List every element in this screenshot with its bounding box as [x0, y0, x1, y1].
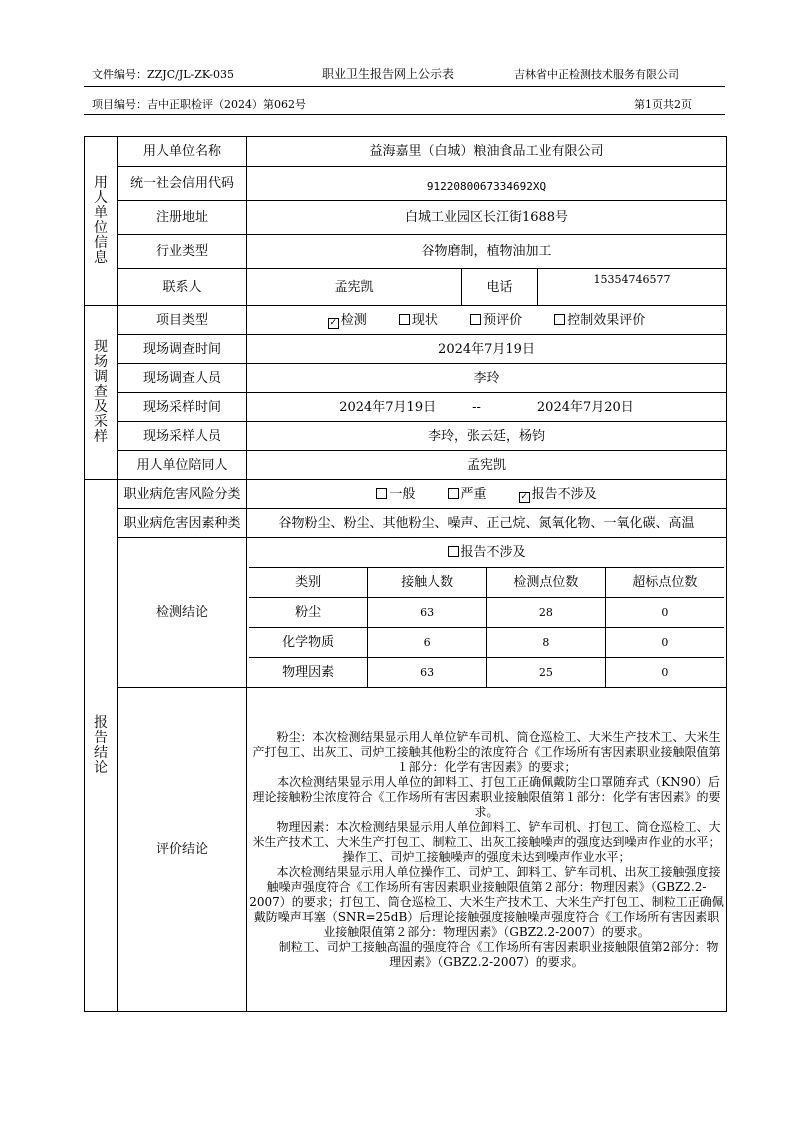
- company-name: 吉林省中正检测技术服务有限公司: [514, 68, 679, 81]
- survey-time-label: 现场调查时间: [118, 335, 247, 364]
- project-type-label: 项目类型: [118, 306, 247, 335]
- survey-time: 2024年7月19日: [247, 335, 727, 364]
- section-report-conclusion: 报 告 结 论: [85, 480, 118, 1012]
- contact-person: 孟宪凯: [247, 269, 462, 306]
- detection-table: [249, 538, 724, 687]
- checkbox-checked-icon[interactable]: ✓: [329, 317, 338, 328]
- table-row: 粉尘 63 28 0: [249, 598, 724, 628]
- conclusion-paragraph: 本次检测结果显示用人单位操作工、司炉工、卸料工、铲车司机、出灰工接触强度接触噪声强度符合《工作场所有害因素职业接触限值第２部分：物理因素》（GBZ2.2-2007）的要求；打包工、筒仓巡检工、大米生产技术工、大米生产打包工、制粒工正确佩戴防噪声耳塞（SNR=25dB）后理论接触强度接触噪声强度符合《工作场所有害因素职业接触限值第２部分：物理因素》（GBZ2.2-2007）的要求。: [249, 864, 724, 939]
- conclusion-paragraph: 物理因素：本次检测结果显示用人单位卸料工、铲车司机、打包工、筒仓巡检工、大米生产技术工、大米生产打包工、制粒工、出灰工接触噪声的强度达到噪声作业的水平；操作工、司炉工接触噪声的强度未达到噪声作业水平；: [252, 819, 721, 864]
- detection-table-header: [249, 568, 724, 598]
- checkbox-checked-icon[interactable]: ✓: [520, 491, 528, 502]
- escort-person: 孟宪凯: [247, 451, 727, 480]
- credit-code-label: 统一社会信用代码: [118, 167, 247, 201]
- conclusion-paragraph: 本次检测结果显示用人单位的卸料工、打包工正确佩戴防尘口罩随弃式（KN90）后理论接触粉尘浓度符合《工作场所有害因素职业接触限值第１部分：化学有害因素》的要求。: [252, 774, 721, 819]
- risk-class-options: [247, 480, 727, 509]
- option-not-involved[interactable]: ✓ 报告不涉及: [520, 486, 597, 502]
- sampling-end: 2024年7月20日: [536, 399, 634, 415]
- conclusion-paragraph: 粉尘：本次检测结果显示用人单位铲车司机、筒仓巡检工、大米生产技术工、大米生产打包工、出灰工、司炉工接触其他粉尘的浓度符合《工作场所有害因素职业接触限值第１部分：化学有害因素》的要求；: [252, 729, 721, 774]
- registered-address: 白城工业园区长江街1688号: [247, 201, 727, 235]
- address-label: 注册地址: [118, 201, 247, 235]
- evaluation-conclusion-label: 评价结论: [118, 688, 247, 1012]
- page-title: 职业卫生报告网上公示表: [322, 67, 455, 81]
- page-number: 第1页共2页: [634, 98, 692, 111]
- employer-name: 益海嘉里（白城）粮油食品工业有限公司: [247, 137, 727, 167]
- sampling-separator: --: [472, 399, 481, 415]
- column-header: 类别: [249, 568, 368, 598]
- option-pre-evaluation[interactable]: 预评价: [470, 313, 522, 328]
- option-general[interactable]: 一般: [376, 487, 415, 502]
- not-involved-option[interactable]: 报告不涉及: [249, 538, 724, 568]
- escort-label: 用人单位陪同人: [118, 451, 247, 480]
- hazard-factors: 谷物粉尘、粉尘、其他粉尘、噪声、正己烷、氮氧化物、一氧化碳、高温: [247, 509, 727, 538]
- surveyor-label: 现场调查人员: [118, 364, 247, 393]
- option-serious[interactable]: 严重: [448, 487, 487, 502]
- samplers: 李玲，张云廷，杨钧: [247, 422, 727, 451]
- conclusion-paragraph: 制粒工、司炉工接触高温的强度符合《工作场所有害因素职业接触限值第2部分：物理因素》（GBZ2.2-2007）的要求。: [278, 939, 719, 969]
- header-divider-2: [84, 114, 725, 115]
- option-detection[interactable]: ✓ 检测: [329, 312, 367, 328]
- section-employer-info: 用 人 单 位 信 息: [85, 137, 118, 306]
- table-row: 物理因素 63 25 0: [249, 658, 724, 688]
- section-survey-sampling: 现 场 调 查 及 采 样: [85, 306, 118, 480]
- checkbox-icon[interactable]: [448, 488, 459, 499]
- phone-label: 电话: [462, 269, 538, 306]
- risk-class-label: 职业病危害风险分类: [118, 480, 247, 509]
- checkbox-icon[interactable]: [554, 314, 565, 325]
- hazard-factors-label: 职业病危害因素种类: [118, 509, 247, 538]
- detection-conclusion-label: 检测结论: [118, 538, 247, 688]
- industry-label: 行业类型: [118, 235, 247, 269]
- table-row: 化学物质 6 8 0: [249, 628, 724, 658]
- checkbox-icon[interactable]: [376, 488, 387, 499]
- checkbox-icon[interactable]: [448, 546, 459, 557]
- column-header: 超标点位数: [605, 568, 724, 598]
- project-number: 项目编号：吉中正职检评（2024）第062号: [92, 98, 306, 111]
- detection-table-cell: [247, 538, 727, 688]
- checkbox-icon[interactable]: [470, 314, 481, 325]
- sampler-label: 现场采样人员: [118, 422, 247, 451]
- header-divider: [84, 86, 725, 87]
- checkbox-icon[interactable]: [399, 314, 410, 325]
- credit-code: 9122080067334692XQ: [247, 167, 727, 201]
- report-table: [84, 136, 727, 1012]
- employer-name-label: 用人单位名称: [118, 137, 247, 167]
- industry-type: 谷物磨制，植物油加工: [247, 235, 727, 269]
- sampling-time-label: 现场采样时间: [118, 393, 247, 422]
- document-number: 文件编号：ZZJC/JL-ZK-035: [92, 68, 235, 81]
- column-header: 接触人数: [368, 568, 487, 598]
- option-control-effect[interactable]: 控制效果评价: [554, 313, 645, 328]
- phone-number: 15354746577: [538, 269, 727, 306]
- surveyor: 李玲: [247, 364, 727, 393]
- sampling-start: 2024年7月19日: [339, 399, 437, 415]
- evaluation-conclusion: [247, 688, 727, 1012]
- option-status[interactable]: 现状: [399, 313, 438, 328]
- project-type-options: [247, 306, 727, 335]
- contact-label: 联系人: [118, 269, 247, 306]
- column-header: 检测点位数: [487, 568, 606, 598]
- sampling-time: [247, 393, 727, 422]
